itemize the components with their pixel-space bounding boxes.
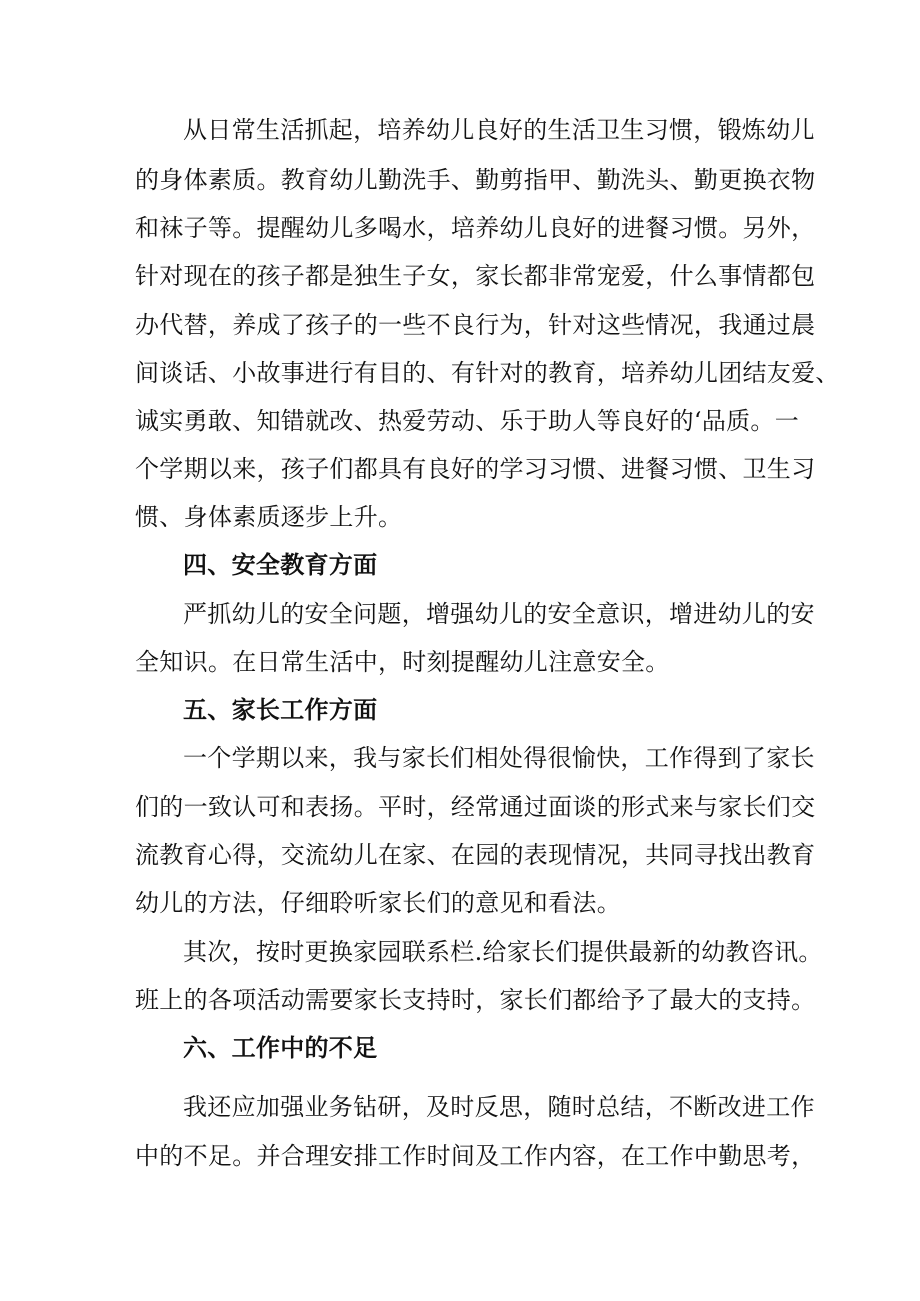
- paragraph-line: 幼儿的方法，仔细聆听家长们的意见和看法。: [135, 889, 621, 917]
- section-heading-shortcomings: 六、工作中的不足: [183, 1033, 378, 1062]
- paragraph-line: 中的不足。并合理安排工作时间及工作内容，在工作中勤思考，: [135, 1142, 816, 1170]
- section-heading-parents: 五、家长工作方面: [183, 695, 378, 724]
- section-heading-safety: 四、安全教育方面: [183, 550, 378, 579]
- paragraph-line: 班上的各项活动需要家长支持时，家长们都给予了最大的支持。: [135, 986, 816, 1014]
- paragraph-line: 针对现在的孩子都是独生子女，家长都非常宠爱，什么事情都包: [135, 262, 816, 290]
- paragraph-line: 办代替，养成了孩子的一些不良行为，针对这些情况，我通过晨: [135, 311, 816, 339]
- paragraph-line: 我还应加强业务钻研，及时反思，随时总结，不断改进工作: [183, 1093, 815, 1121]
- paragraph-line: 流教育心得，交流幼儿在家、在园的表现情况，共同寻找出教育: [135, 841, 816, 869]
- paragraph-line: 个学期以来，孩子们都具有良好的学习习惯、进餐习惯、卫生习: [135, 455, 816, 483]
- paragraph-line: 严抓幼儿的安全问题，增强幼儿的安全意识，增进幼儿的安: [183, 600, 815, 628]
- paragraph-line: 全知识。在日常生活中，时刻提醒幼儿注意安全。: [135, 648, 670, 676]
- paragraph-line: 其次，按时更换家园联系栏.给家长们提供最新的幼教咨讯。: [183, 938, 823, 966]
- paragraph-line: 从日常生活抓起，培养幼儿良好的生活卫生习惯，锻炼幼儿: [183, 116, 815, 144]
- paragraph-line: 惯、身体素质逐步上升。: [135, 503, 403, 531]
- paragraph-line: 们的一致认可和表扬。平时，经常通过面谈的形式来与家长们交: [135, 793, 816, 821]
- paragraph-line: 一个学期以来，我与家长们相处得很愉快，工作得到了家长: [183, 744, 815, 772]
- paragraph-line: 的身体素质。教育幼儿勤洗手、勤剪指甲、勤洗头、勤更换衣物: [135, 166, 816, 194]
- paragraph-line: 间谈话、小故事进行有目的、有针对的教育，培养幼儿团结友爱、: [135, 359, 840, 387]
- paragraph-line: 和袜子等。提醒幼儿多喝水，培养幼儿良好的进餐习惯。另外，: [135, 214, 816, 242]
- paragraph-line: 诚实勇敢、知错就改、热爱劳动、乐于助人等良好的‘品质。一: [135, 407, 800, 435]
